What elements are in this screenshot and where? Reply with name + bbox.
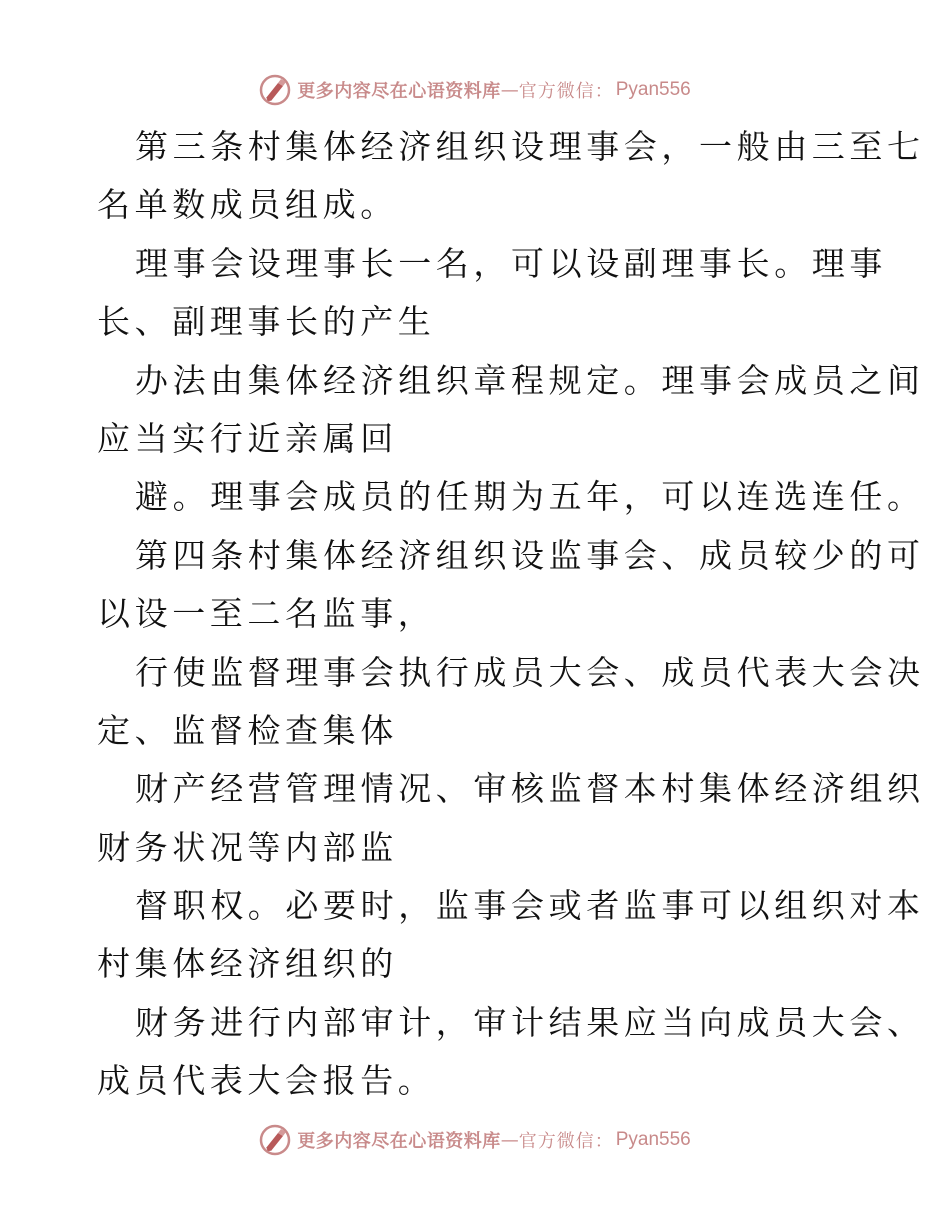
logo-icon (259, 74, 291, 106)
watermark-label: 官方微信： (518, 81, 614, 102)
text-line: 第三条村集体经济组织设理事会，一般由三至七 (135, 127, 925, 166)
logo-icon (259, 1124, 291, 1156)
text-line: 理事会设理事长一名，可以设副理事长。理事 (135, 243, 887, 283)
text-line: 避。理事会成员的任期为五年，可以连选连任。 (135, 477, 925, 517)
document-body (97, 118, 925, 1111)
text-line: 督职权。必要时，监事会或者监事可以组织对本 (135, 886, 925, 926)
text-line: 办法由集体经济组织章程规定。理事会成员之间 (135, 360, 925, 400)
watermark-dash: — (500, 1129, 519, 1151)
header-watermark (0, 73, 950, 107)
text-line: 长、副理事长的产生 (97, 302, 436, 342)
text-line: 以设一至二名监事， (97, 594, 436, 634)
watermark-brand: 更多内容尽在心语资料库 (297, 1131, 501, 1152)
watermark-dash: — (500, 79, 519, 101)
watermark-handle: Pyan556 (615, 1129, 691, 1150)
text-line: 第四条村集体经济组织设监事会、成员较少的可 (135, 535, 925, 575)
text-line: 村集体经济组织的 (97, 944, 398, 984)
text-line: 财务进行内部审计，审计结果应当向成员大会、 (135, 1002, 925, 1042)
text-line: 财务状况等内部监 (97, 827, 398, 867)
watermark-brand: 更多内容尽在心语资料库 (297, 81, 501, 102)
text-line: 应当实行近亲属回 (97, 418, 398, 458)
footer-watermark (0, 1123, 950, 1157)
text-line: 财产经营管理情况、审核监督本村集体经济组织 (135, 769, 925, 809)
text-line: 定、监督检查集体 (97, 710, 398, 750)
text-line: 名单数成员组成。 (97, 185, 398, 225)
text-line: 行使监督理事会执行成员大会、成员代表大会决 (135, 652, 925, 692)
text-line: 成员代表大会报告。 (97, 1061, 436, 1101)
watermark-handle: Pyan556 (615, 79, 691, 100)
watermark-label: 官方微信： (518, 1131, 614, 1152)
